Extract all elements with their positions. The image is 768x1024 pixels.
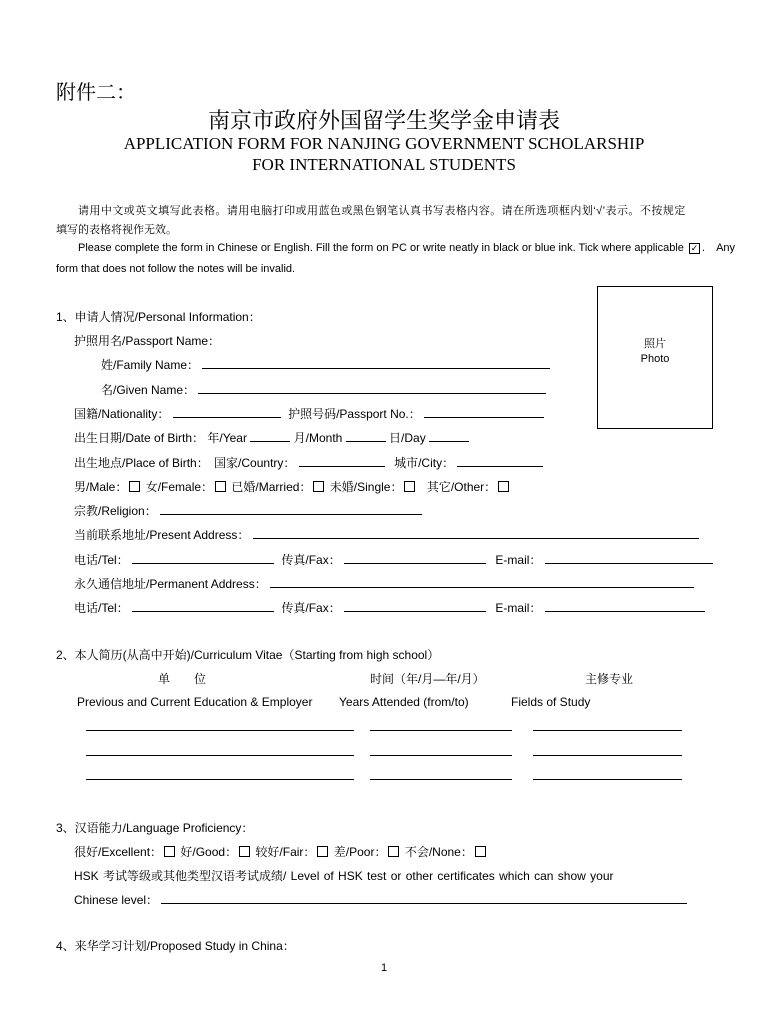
photo-label-en: Photo (640, 353, 670, 365)
nationality-row (74, 405, 544, 422)
single-checkbox[interactable] (404, 481, 415, 492)
email-label-2: E-mail： (495, 601, 542, 615)
present-address-label: 当前联系地址/Present Address： (74, 528, 250, 542)
year-field[interactable] (250, 429, 290, 442)
year-label: 年/Year (207, 431, 247, 445)
email-field-2[interactable] (545, 599, 705, 612)
good-label: 好/Good： (180, 845, 238, 859)
notes-chinese-line1: 请用中文或英文填写此表格。请用电脑打印或用蓝色或黑色钢笔认真书写表格内容。请在所选项框内划‘√’表示。不按规定 (78, 205, 686, 217)
cv-col3-cn: 主修专业 (585, 672, 634, 686)
title-english-line1: APPLICATION FORM FOR NANJING GOVERNMENT SCHOLARSHIP (123, 134, 645, 153)
proficiency-row (74, 843, 488, 860)
poor-label: 差/Poor： (333, 845, 387, 859)
religion-field[interactable] (160, 502, 422, 515)
none-label: 不会/None： (404, 845, 473, 859)
cv-row-3-field-2[interactable] (370, 779, 512, 780)
photo-box[interactable] (597, 286, 713, 429)
email-field[interactable] (545, 551, 713, 564)
given-name-row (101, 381, 546, 398)
photo-label-cn: 照片 (644, 338, 666, 350)
cv-row-2-field-2[interactable] (370, 755, 512, 756)
cv-col3-en: Fields of Study (511, 695, 591, 709)
section3-heading: 3、汉语能力/Language Proficiency： (56, 821, 254, 835)
nationality-label: 国籍/Nationality： (74, 407, 170, 421)
nationality-field[interactable] (173, 405, 281, 418)
religion-row (74, 502, 422, 519)
day-label: 日/Day (389, 431, 426, 445)
hsk-line2: Chinese level： (74, 893, 159, 907)
present-address-field[interactable] (253, 526, 699, 539)
excellent-checkbox[interactable] (164, 846, 175, 857)
married-checkbox[interactable] (313, 481, 324, 492)
email-label: E-mail： (495, 553, 542, 567)
city-field[interactable] (457, 454, 543, 467)
section1-heading: 1、申请人情况/Personal Information： (56, 310, 261, 324)
cv-col2-en: Years Attended (from/to) (339, 695, 469, 709)
tel-label: 电话/Tel： (74, 553, 129, 567)
section4-heading: 4、来华学习计划/Proposed Study in China： (56, 939, 295, 953)
fair-label: 较好/Fair： (255, 845, 316, 859)
poor-checkbox[interactable] (388, 846, 399, 857)
month-label: 月/Month (293, 431, 343, 445)
notes-english-any: Any (716, 242, 736, 254)
given-name-field[interactable] (198, 381, 546, 394)
cv-row-1-field-3[interactable] (533, 730, 682, 731)
cv-col2-cn: 时间（年/月—年/月） (370, 672, 485, 686)
permanent-contact-row (74, 599, 705, 616)
title-english-line2: FOR INTERNATIONAL STUDENTS (252, 155, 516, 174)
tel-label-2: 电话/Tel： (74, 601, 129, 615)
page-number: 1 (381, 962, 388, 974)
country-field[interactable] (299, 454, 385, 467)
title-chinese: 南京市政府外国留学生奖学金申请表 (207, 108, 560, 133)
passport-no-label: 护照号码/Passport No.： (288, 407, 421, 421)
permanent-address-label: 永久通信地址/Permanent Address： (74, 577, 267, 591)
female-label: 女/Female： (145, 480, 214, 494)
none-checkbox[interactable] (475, 846, 486, 857)
country-label: 国家/Country： (214, 456, 296, 470)
city-label: 城市/City： (394, 456, 455, 470)
hsk-field[interactable] (161, 891, 687, 904)
attachment-label: 附件二： (56, 82, 136, 104)
pob-row (74, 454, 543, 471)
permanent-address-field[interactable] (270, 575, 694, 588)
other-label: 其它/Other： (426, 480, 497, 494)
fair-checkbox[interactable] (317, 846, 328, 857)
cv-row-1-field-1[interactable] (86, 730, 354, 731)
notes-english-line2: form that does not follow the notes will be invalid. (56, 263, 296, 275)
good-checkbox[interactable] (239, 846, 250, 857)
given-name-label: 名/Given Name： (101, 383, 196, 397)
male-label: 男/Male： (74, 480, 128, 494)
fax-field[interactable] (344, 551, 486, 564)
notes-english-text: Please complete the form in Chinese or English. Fill the form on PC or write neatly in black or blue ink. Tick where applicable (78, 242, 684, 254)
family-name-label: 姓/Family Name： (101, 358, 200, 372)
cv-row-3-field-3[interactable] (533, 779, 682, 780)
fax-label: 传真/Fax： (281, 553, 341, 567)
cv-col1-cn: 单 位 (158, 672, 207, 686)
religion-label: 宗教/Religion： (74, 504, 157, 518)
dob-label: 出生日期/Date of Birth： (74, 431, 205, 445)
hsk-line1: HSK 考试等级或其他类型汉语考试成绩/ Level of HSK test or other certificates which can show your (74, 869, 614, 883)
passport-no-field[interactable] (424, 405, 544, 418)
notes-english-line1: Please complete the form in Chinese or English. Fill the form on PC or write neatly in black or blue ink. Tick where applicable ✓ . Any (78, 242, 736, 254)
pob-label: 出生地点/Place of Birth： (74, 456, 209, 470)
present-contact-row (74, 551, 713, 568)
permanent-address-row (74, 575, 694, 592)
notes-chinese-line2: 填写的表格将视作无效。 (56, 224, 177, 236)
family-name-field[interactable] (202, 356, 550, 369)
excellent-label: 很好/Excellent： (74, 845, 163, 859)
family-name-row (101, 356, 550, 373)
cv-row-2-field-1[interactable] (86, 755, 354, 756)
female-checkbox[interactable] (215, 481, 226, 492)
tel-field[interactable] (132, 551, 274, 564)
tel-field-2[interactable] (132, 599, 274, 612)
cv-row-1-field-2[interactable] (370, 730, 512, 731)
month-field[interactable] (346, 429, 386, 442)
married-label: 已婚/Married： (231, 480, 312, 494)
cv-col1-en: Previous and Current Education & Employer (77, 695, 313, 709)
cv-row-2-field-3[interactable] (533, 755, 682, 756)
cv-row-3-field-1[interactable] (86, 779, 354, 780)
dob-row (74, 429, 469, 446)
gender-marital-row (74, 478, 511, 495)
hsk-row (74, 891, 687, 908)
checked-box-icon: ✓ (690, 243, 699, 253)
single-label: 未婚/Single： (329, 480, 403, 494)
day-field[interactable] (429, 429, 469, 442)
fax-label-2: 传真/Fax： (281, 601, 341, 615)
section2-heading: 2、本人简历(从高中开始)/Curriculum Vitae（Starting from high school） (56, 648, 440, 662)
other-checkbox[interactable] (498, 481, 509, 492)
fax-field-2[interactable] (344, 599, 486, 612)
male-checkbox[interactable] (129, 481, 140, 492)
passport-name-label: 护照用名/Passport Name： (74, 334, 221, 348)
present-address-row (74, 526, 699, 543)
